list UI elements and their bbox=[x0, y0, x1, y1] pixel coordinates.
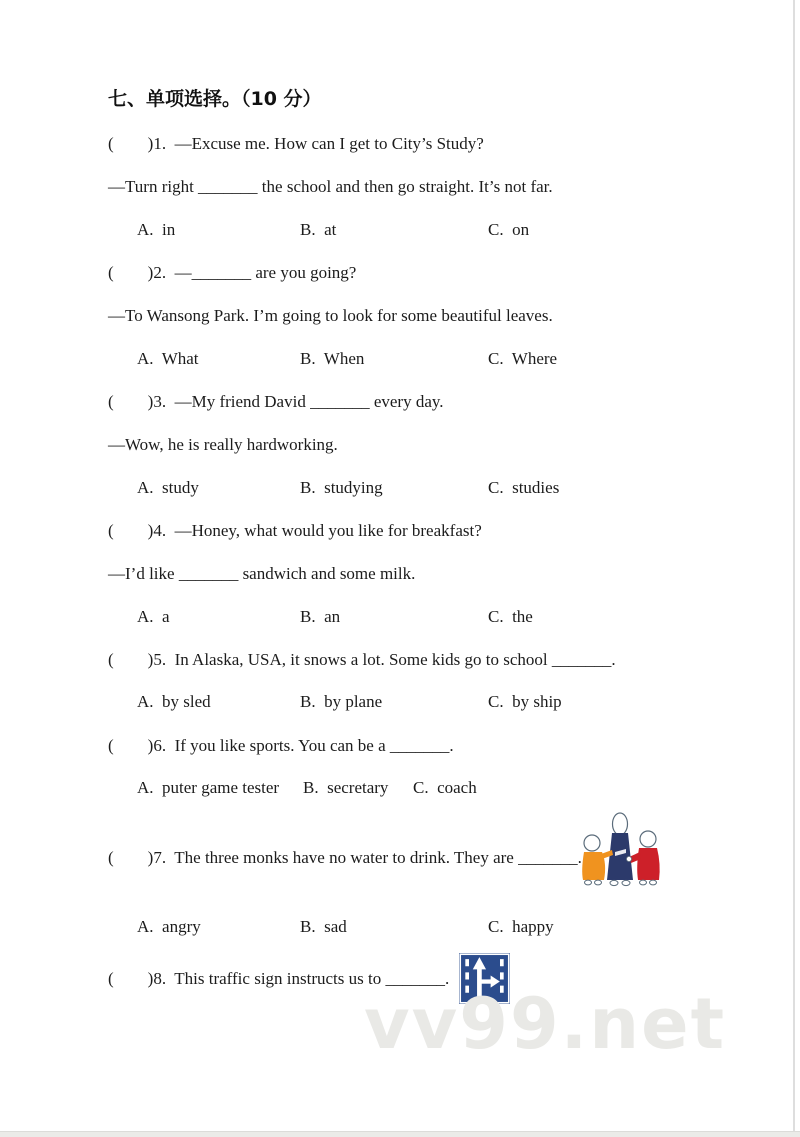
question-4-options bbox=[0, 606, 800, 628]
three-monks-illustration-icon bbox=[579, 812, 663, 894]
question-6-option-a: A. puter game tester bbox=[137, 778, 280, 797]
question-2-option-a: A. What bbox=[137, 349, 199, 368]
page-bottom-edge-divider bbox=[0, 1131, 800, 1137]
question-6-option-c: C. coach bbox=[413, 778, 477, 797]
question-4-option-a: A. a bbox=[137, 607, 170, 626]
question-6-options bbox=[0, 777, 800, 799]
question-3-option-c: C. studies bbox=[488, 478, 560, 497]
question-6-prompt: ( )6. If you like sports. You can be a _______. bbox=[108, 736, 454, 755]
question-5-options bbox=[0, 691, 800, 713]
question-2-options bbox=[0, 348, 800, 370]
question-4-reply: —I’d like _______ sandwich and some milk. bbox=[108, 564, 416, 583]
question-8-prompt: ( )8. This traffic sign instructs us to _______. bbox=[108, 969, 450, 988]
question-2-option-c: C. Where bbox=[488, 349, 558, 368]
question-1-option-a: A. in bbox=[137, 220, 176, 239]
question-3-option-a: A. study bbox=[137, 478, 199, 497]
question-5-option-a: A. by sled bbox=[137, 692, 211, 711]
section-title: 七、单项选择。（10 分） bbox=[108, 88, 322, 110]
question-4-option-c: C. the bbox=[488, 607, 533, 626]
question-4-option-b: B. an bbox=[300, 607, 341, 626]
question-1-option-c: C. on bbox=[488, 220, 530, 239]
question-2-reply: —To Wansong Park. I’m going to look for some beautiful leaves. bbox=[108, 306, 553, 325]
question-5-option-c: C. by ship bbox=[488, 692, 562, 711]
question-7-options bbox=[0, 916, 800, 938]
question-3-options bbox=[0, 477, 800, 499]
question-4-prompt: ( )4. —Honey, what would you like for breakfast? bbox=[108, 521, 482, 540]
question-7-prompt: ( )7. The three monks have no water to drink. They are _______. bbox=[108, 848, 582, 867]
question-5-option-b: B. by plane bbox=[300, 692, 383, 711]
question-3-option-b: B. studying bbox=[300, 478, 383, 497]
question-7-option-a: A. angry bbox=[137, 917, 201, 936]
question-7-option-b: B. sad bbox=[300, 917, 347, 936]
question-6-option-b: B. secretary bbox=[303, 778, 389, 797]
question-1-reply: —Turn right _______ the school and then go straight. It’s not far. bbox=[108, 177, 553, 196]
question-1-options bbox=[0, 219, 800, 241]
question-2-prompt: ( )2. —_______ are you going? bbox=[108, 263, 357, 282]
question-1-option-b: B. at bbox=[300, 220, 337, 239]
question-5-prompt: ( )5. In Alaska, USA, it snows a lot. Some kids go to school _______. bbox=[108, 650, 616, 669]
page-right-edge-divider bbox=[793, 0, 795, 1137]
question-3-prompt: ( )3. —My friend David _______ every day. bbox=[108, 392, 444, 411]
question-3-reply: —Wow, he is really hardworking. bbox=[108, 435, 338, 454]
watermark-text: vv99.net bbox=[364, 983, 727, 1065]
question-1-prompt: ( )1. —Excuse me. How can I get to City’s Study? bbox=[108, 134, 484, 153]
question-7-option-c: C. happy bbox=[488, 917, 554, 936]
question-2-option-b: B. When bbox=[300, 349, 365, 368]
